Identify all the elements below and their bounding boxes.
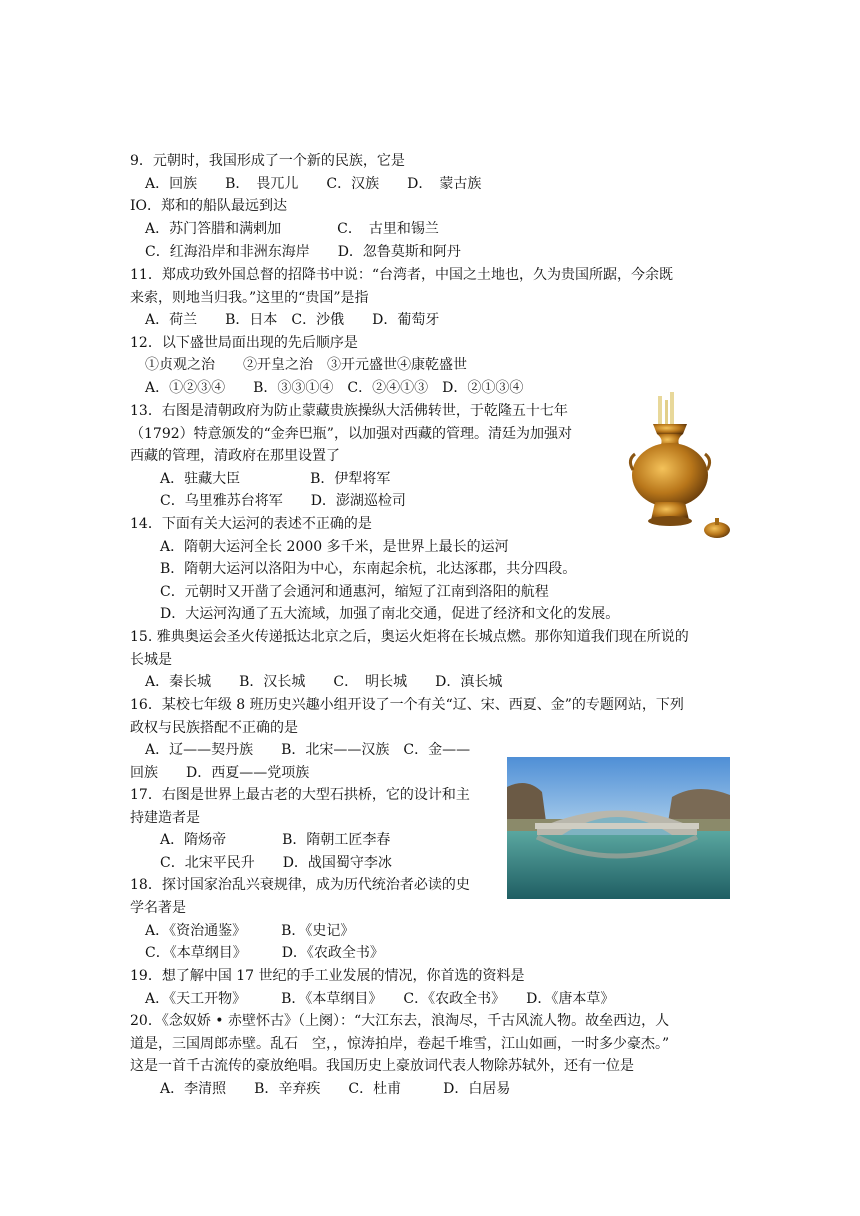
q19-options: A．《天工开物》 B．《本草纲目》 C．《农政全书》 D．《唐本草》 bbox=[145, 991, 615, 1007]
q14-option-c: C．元朝时又开凿了会通河和通惠河，缩短了江南到洛阳的航程 bbox=[160, 584, 549, 600]
q12-items: ①贞观之治 ②开皇之治 ③开元盛世④康乾盛世 bbox=[145, 357, 467, 373]
stone-arch-bridge-image bbox=[507, 757, 730, 899]
q20-options: A．李清照 B．辛弃疾 C．杜甫 D．白居易 bbox=[160, 1081, 511, 1097]
q13-stem-1: 13．右图是清朝政府为防止蒙藏贵族操纵大活佛转世，于乾隆五十七年 bbox=[130, 403, 568, 419]
q20-stem-3: 这是一首千古流传的豪放绝唱。我国历史上豪放词代表人物除苏轼外，还有一位是 bbox=[130, 1058, 634, 1074]
q16-options-1: A．辽——契丹族 B．北宋——汉族 C．金—— bbox=[145, 742, 471, 758]
q11-stem-2: 来索，则地当归我。”这里的“贵国”是指 bbox=[130, 290, 369, 306]
q17-stem-2: 持建造者是 bbox=[130, 810, 200, 826]
golden-urn-image bbox=[625, 390, 735, 545]
q12-options: A．①②③④ B．③③①④ C．②④①③ D．②①③④ bbox=[145, 380, 524, 396]
q18-stem-1: 18．探讨国家治乱兴衰规律，成为历代统治者必读的史 bbox=[130, 877, 470, 893]
q11-options: A．荷兰 B．日本 C．沙俄 D．葡萄牙 bbox=[145, 312, 440, 328]
q17-options-1: A．隋炀帝 B．隋朝工匠李春 bbox=[160, 832, 391, 848]
golden-urn-icon bbox=[625, 390, 735, 545]
q14-option-d: D．大运河沟通了五大流域，加强了南北交通，促进了经济和文化的发展。 bbox=[160, 606, 620, 622]
q13-options-1: A．驻藏大臣 B．伊犁将军 bbox=[160, 471, 391, 487]
q19-stem: 19．想了解中国 17 世纪的手工业发展的情况，你首选的资料是 bbox=[130, 968, 525, 984]
bridge-icon bbox=[507, 757, 730, 899]
q13-stem-2: （1792）特意颁发的“金奔巴瓶”，以加强对西藏的管理。清廷为加强对 bbox=[130, 426, 572, 442]
q17-options-2: C．北宋平民升 D．战国蜀守李冰 bbox=[160, 855, 392, 871]
q13-options-2: C．乌里雅苏台将军 D．澎湖巡检司 bbox=[160, 493, 406, 509]
q15-stem-1: 15. 雅典奥运会圣火传递抵达北京之后，奥运火炬将在长城点燃。那你知道我们现在所说的 bbox=[130, 629, 689, 645]
q10-stem: IO．郑和的船队最远到达 bbox=[130, 198, 288, 214]
q15-options: A．秦长城 B．汉长城 C． 明长城 D．滇长城 bbox=[145, 674, 503, 690]
q18-options-1: A．《资治通鉴》 B．《史记》 bbox=[145, 923, 355, 939]
q17-stem-1: 17．右图是世界上最古老的大型石拱桥，它的设计和主 bbox=[130, 787, 470, 803]
q16-stem-1: 16．某校七年级 8 班历史兴趣小组开设了一个有关“辽、宋、西夏、金”的专题网站，下列 bbox=[130, 697, 684, 713]
q9-stem: 9．元朝时，我国形成了一个新的民族，它是 bbox=[130, 153, 405, 169]
q20-stem-2: 道是，三国周郎赤壁。乱石 空，，惊涛拍岸，卷起千堆雪，江山如画，一时多少豪杰。” bbox=[130, 1036, 670, 1052]
q9-options: A．回族 B． 畏兀儿 C．汉族 D． 蒙古族 bbox=[145, 176, 482, 192]
q14-stem: 14．下面有关大运河的表述不正确的是 bbox=[130, 516, 372, 532]
q14-option-a: A．隋朝大运河全长 2000 多千米，是世界上最长的运河 bbox=[160, 539, 509, 555]
q12-stem: 12．以下盛世局面出现的先后顺序是 bbox=[130, 335, 358, 351]
q13-stem-3: 西藏的管理，清政府在那里设置了 bbox=[130, 448, 340, 464]
q11-stem-1: 11．郑成功致外国总督的招降书中说：“台湾者，中国之土地也，久为贵国所踞，今余既 bbox=[130, 267, 673, 283]
q14-option-b: B．隋朝大运河以洛阳为中心，东南起余杭，北达涿郡，共分四段。 bbox=[160, 561, 577, 577]
q16-options-2: 回族 D．西夏——党项族 bbox=[130, 765, 310, 781]
q15-stem-2: 长城是 bbox=[130, 652, 172, 668]
q10-options-2: C．红海沿岸和非洲东海岸 D．忽鲁莫斯和阿丹 bbox=[145, 244, 461, 260]
q16-stem-2: 政权与民族搭配不正确的是 bbox=[130, 720, 298, 736]
q18-options-2: C．《本草纲目》 D．《农政全书》 bbox=[145, 945, 384, 961]
q20-stem-1: 20．《念奴娇 • 赤壁怀古》（上阕）：“大江东去，浪淘尽，千古风流人物。故垒西边，人 bbox=[130, 1013, 670, 1029]
q10-options-1: A．苏门答腊和满剌加 C． 古里和锡兰 bbox=[145, 221, 439, 237]
q18-stem-2: 学名著是 bbox=[130, 900, 186, 916]
